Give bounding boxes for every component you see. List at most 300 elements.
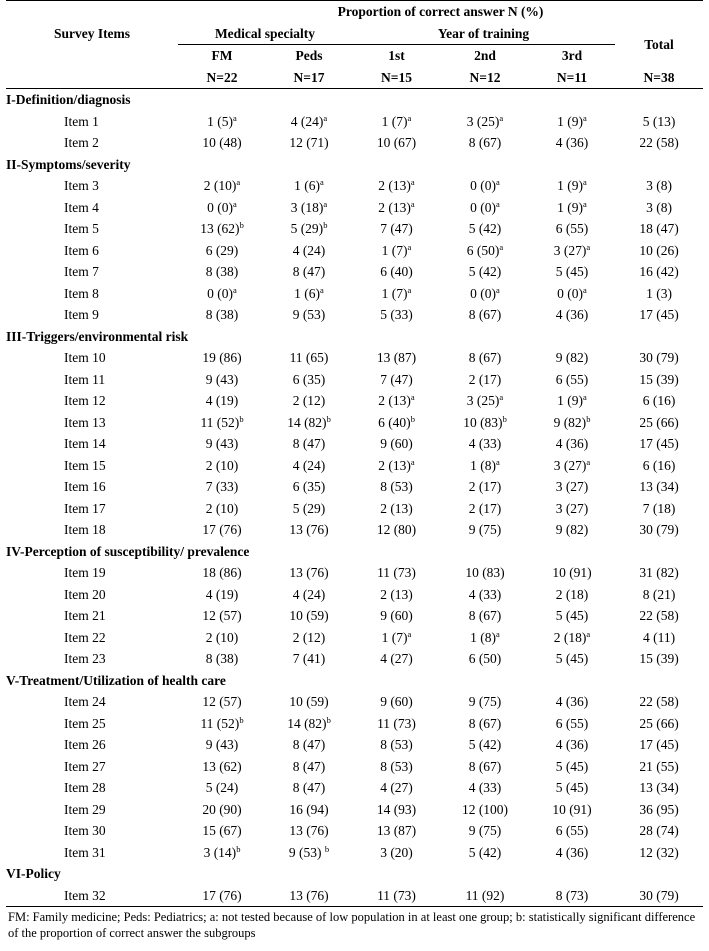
table-row xyxy=(6,562,703,584)
cell-value: 3 (20) xyxy=(380,844,413,860)
table-cell xyxy=(615,283,703,305)
cell-value: 9 (60) xyxy=(380,608,413,623)
cell-value: 2 (10) xyxy=(203,178,237,193)
table-cell xyxy=(441,842,529,864)
table-cell xyxy=(441,691,529,713)
footnote-marker: a xyxy=(233,112,237,123)
footnote-marker: a xyxy=(233,198,237,209)
table-cell xyxy=(529,283,615,305)
cell-value: 0 (0) xyxy=(470,178,497,193)
footnote-marker: a xyxy=(496,177,500,187)
cell-value: 9 (43) xyxy=(205,737,239,752)
table-cell xyxy=(441,605,529,627)
cell-value: 15 (67) xyxy=(202,823,242,838)
cell-value: 4 (24) xyxy=(290,113,324,129)
table-cell xyxy=(529,820,615,842)
section-row xyxy=(6,541,703,563)
table-cell xyxy=(178,240,266,262)
table-cell xyxy=(529,562,615,584)
footnote-marker: a xyxy=(586,628,591,639)
cell-value: 25 (66) xyxy=(639,414,679,430)
table-cell xyxy=(441,390,529,412)
cell-value: 4 (36) xyxy=(555,737,589,752)
cell-value: 9 (53) xyxy=(292,307,326,322)
table-cell xyxy=(178,304,266,326)
col-fm-header: FM xyxy=(211,48,233,63)
table-cell xyxy=(529,691,615,713)
item-label: Item 11 xyxy=(64,371,106,387)
table-cell xyxy=(441,455,529,477)
table-cell xyxy=(615,562,703,584)
cell-value: 30 (79) xyxy=(639,350,679,365)
table-cell xyxy=(529,390,615,412)
cell-value: 13 (76) xyxy=(289,887,329,903)
table-cell xyxy=(441,476,529,498)
table-cell xyxy=(352,777,441,799)
cell-value: 4 (11) xyxy=(642,629,676,645)
item-label: Item 24 xyxy=(64,694,106,709)
footnote-marker: a xyxy=(410,198,415,209)
table-cell xyxy=(615,584,703,606)
table-cell xyxy=(266,519,352,541)
table-cell xyxy=(615,691,703,713)
cell-value: 11 (52) xyxy=(200,715,240,731)
footnote-marker: b xyxy=(410,413,415,424)
cell-value: 13 (76) xyxy=(289,565,329,580)
cell-value: 12 (57) xyxy=(202,694,242,709)
item-label: Item 30 xyxy=(64,823,106,838)
table-row xyxy=(6,283,703,305)
item-label: Item 18 xyxy=(64,522,106,537)
cell-value: 6 (55) xyxy=(555,823,589,838)
cell-value: 16 (42) xyxy=(639,264,679,279)
cell-value: 28 (74) xyxy=(639,823,679,838)
cell-value: 1 (9) xyxy=(557,113,584,129)
table-cell xyxy=(352,197,441,219)
table-row xyxy=(6,885,703,907)
table-cell xyxy=(441,777,529,799)
table-cell xyxy=(441,498,529,520)
cell-value: 2 (12) xyxy=(292,629,326,645)
total-header: Total xyxy=(644,36,674,52)
cell-value: 2 (18) xyxy=(555,586,589,602)
table-row xyxy=(6,304,703,326)
item-label: Item 8 xyxy=(64,285,99,301)
item-label: Item 7 xyxy=(64,264,99,279)
cell-value: 2 (10) xyxy=(205,457,239,473)
table-cell xyxy=(266,820,352,842)
cell-value: 4 (24) xyxy=(292,586,326,602)
footnote-marker: b xyxy=(326,714,331,725)
cell-value: 30 (79) xyxy=(639,522,679,537)
survey-items-header: Survey Items xyxy=(6,1,178,67)
table-cell xyxy=(352,584,441,606)
table-cell xyxy=(615,390,703,412)
table-cell xyxy=(441,132,529,154)
footnote-marker: b xyxy=(323,220,328,230)
table-row xyxy=(6,175,703,197)
cell-value: 2 (13) xyxy=(380,586,413,602)
table-cell xyxy=(529,347,615,369)
table-cell xyxy=(178,842,266,864)
cell-value: 19 (86) xyxy=(202,350,242,365)
table-cell xyxy=(615,842,703,864)
footnote-marker: b xyxy=(239,220,244,230)
footnote-marker: a xyxy=(407,112,412,123)
table-cell xyxy=(529,240,615,262)
results-table xyxy=(6,0,703,907)
cell-value: 1 (7) xyxy=(381,285,408,301)
table-cell xyxy=(529,218,615,240)
cell-value: 22 (58) xyxy=(639,135,679,150)
cell-value: 9 (60) xyxy=(380,694,413,709)
col-peds-n: N=17 xyxy=(266,67,352,89)
table-cell xyxy=(615,412,703,434)
cell-value: 2 (18) xyxy=(553,629,587,645)
table-cell xyxy=(441,820,529,842)
cell-value: 9 (75) xyxy=(468,694,502,709)
cell-value: 10 (67) xyxy=(376,135,417,150)
cell-value: 6 (40) xyxy=(380,264,413,279)
table-cell xyxy=(178,476,266,498)
item-label: Item 16 xyxy=(64,479,106,494)
cell-value: 13 (34) xyxy=(639,479,679,494)
table-row xyxy=(6,713,703,735)
cell-value: 8 (53) xyxy=(380,479,413,494)
cell-value: 15 (39) xyxy=(639,651,679,666)
cell-value: 12 (80) xyxy=(376,522,417,537)
cell-value: 6 (55) xyxy=(555,715,589,731)
footnote-marker: a xyxy=(320,177,324,187)
footnote-marker: a xyxy=(323,112,328,123)
cell-value: 9 (43) xyxy=(205,371,239,387)
table-cell xyxy=(178,799,266,821)
cell-value: 13 (76) xyxy=(289,522,329,537)
table-row xyxy=(6,627,703,649)
table-cell xyxy=(529,111,615,133)
cell-value: 1 (8) xyxy=(470,629,497,645)
cell-value: 1 (7) xyxy=(381,629,408,645)
cell-value: 10 (83) xyxy=(463,414,503,430)
table-row xyxy=(6,240,703,262)
cell-value: 4 (33) xyxy=(468,780,502,795)
cell-value: 9 (82) xyxy=(555,522,589,537)
table-cell xyxy=(266,799,352,821)
cell-value: 8 (67) xyxy=(468,608,502,623)
table-cell xyxy=(266,777,352,799)
table-cell xyxy=(441,519,529,541)
cell-value: 13 (76) xyxy=(289,823,329,838)
table-cell xyxy=(178,218,266,240)
item-label: Item 4 xyxy=(64,199,99,215)
cell-value: 2 (13) xyxy=(378,199,411,215)
table-row xyxy=(6,820,703,842)
table-cell xyxy=(615,304,703,326)
table-cell xyxy=(441,713,529,735)
cell-value: 8 (38) xyxy=(205,264,239,279)
table-cell xyxy=(441,562,529,584)
cell-value: 13 (62) xyxy=(200,221,240,236)
footnote-marker: b xyxy=(239,413,244,424)
cell-value: 7 (33) xyxy=(205,479,239,494)
table-cell xyxy=(266,627,352,649)
cell-value: 9 (82) xyxy=(555,350,589,365)
cell-value: 3 (8) xyxy=(646,199,672,215)
item-label: Item 19 xyxy=(64,565,106,580)
cell-value: 17 (45) xyxy=(639,737,679,752)
cell-value: 12 (32) xyxy=(639,844,679,860)
cell-value: 8 (47) xyxy=(292,436,326,451)
table-cell xyxy=(266,132,352,154)
table-cell xyxy=(178,369,266,391)
table-row xyxy=(6,648,703,670)
table-row xyxy=(6,799,703,821)
table-row xyxy=(6,519,703,541)
table-cell xyxy=(266,584,352,606)
footnote-marker: a xyxy=(407,284,412,295)
table-row xyxy=(6,842,703,864)
cell-value: 11 (52) xyxy=(200,414,240,430)
cell-value: 7 (47) xyxy=(380,371,413,387)
cell-value: 17 (45) xyxy=(639,307,679,322)
cell-value: 22 (58) xyxy=(639,608,679,623)
cell-value: 6 (16) xyxy=(642,457,676,473)
cell-value: 0 (0) xyxy=(470,285,497,301)
table-cell xyxy=(178,132,266,154)
cell-value: 1 (7) xyxy=(381,113,408,129)
cell-value: 6 (50) xyxy=(466,242,500,258)
col-3rd-header: 3rd xyxy=(561,48,583,63)
table-row xyxy=(6,369,703,391)
item-label: Item 22 xyxy=(64,629,106,645)
cell-value: 16 (94) xyxy=(289,801,329,817)
cell-value: 12 (71) xyxy=(289,135,329,150)
footnote-marker: a xyxy=(496,198,500,209)
cell-value: 2 (13) xyxy=(378,457,411,473)
cell-value: 5 (42) xyxy=(468,264,502,279)
cell-value: 8 (67) xyxy=(468,350,502,365)
table-cell xyxy=(615,777,703,799)
cell-value: 9 (53) xyxy=(288,844,325,860)
footnote-marker: a xyxy=(586,456,591,467)
table-cell xyxy=(441,240,529,262)
item-label: Item 26 xyxy=(64,737,106,752)
table-cell xyxy=(352,175,441,197)
cell-value: 9 (43) xyxy=(205,436,239,451)
cell-value: 11 (73) xyxy=(377,565,416,580)
table-cell xyxy=(441,756,529,778)
cell-value: 7 (47) xyxy=(380,221,413,236)
cell-value: 20 (90) xyxy=(202,801,242,817)
table-cell xyxy=(266,455,352,477)
table-row xyxy=(6,777,703,799)
cell-value: 5 (45) xyxy=(555,264,589,279)
item-label: Item 12 xyxy=(64,393,106,408)
table-cell xyxy=(178,498,266,520)
table-cell xyxy=(352,519,441,541)
table-cell xyxy=(352,283,441,305)
cell-value: 31 (82) xyxy=(639,565,679,580)
cell-value: 2 (13) xyxy=(380,500,413,516)
cell-value: 1 (3) xyxy=(646,285,672,301)
cell-value: 7 (41) xyxy=(292,651,326,666)
table-cell xyxy=(178,111,266,133)
cell-value: 0 (0) xyxy=(470,199,497,215)
cell-value: 8 (47) xyxy=(292,758,326,774)
table-cell xyxy=(615,433,703,455)
cell-value: 9 (82) xyxy=(553,414,587,430)
cell-value: 3 (27) xyxy=(555,500,589,516)
cell-value: 4 (33) xyxy=(468,586,502,602)
cell-value: 8 (73) xyxy=(555,887,589,903)
cell-value: 10 (48) xyxy=(202,135,242,150)
table-cell xyxy=(441,648,529,670)
table-cell xyxy=(352,799,441,821)
item-label: Item 15 xyxy=(64,457,106,473)
table-cell xyxy=(615,218,703,240)
table-row xyxy=(6,756,703,778)
footnote-marker: a xyxy=(410,392,415,402)
table-cell xyxy=(615,175,703,197)
cell-value: 11 (92) xyxy=(465,887,505,903)
footnote: FM: Family medicine; Peds: Pediatrics; a: not tested because of low population in at least one group; b: statistically significant difference of the proportion of correct answer the subgroups xyxy=(8,910,696,940)
footnote-marker: a xyxy=(583,177,587,187)
table-row xyxy=(6,132,703,154)
cell-value: 6 (55) xyxy=(555,221,589,236)
table-cell xyxy=(529,648,615,670)
table-cell xyxy=(352,648,441,670)
table-row xyxy=(6,218,703,240)
cell-value: 0 (0) xyxy=(207,285,234,301)
table-cell xyxy=(266,218,352,240)
proportion-header: Proportion of correct answer N (%) xyxy=(178,1,703,23)
table-cell xyxy=(266,713,352,735)
col-3rd-n: N=11 xyxy=(529,67,615,89)
item-label: Item 25 xyxy=(64,715,106,731)
table-cell xyxy=(441,799,529,821)
table-row xyxy=(6,584,703,606)
table-row xyxy=(6,433,703,455)
cell-value: 17 (76) xyxy=(202,522,242,537)
cell-value: 8 (38) xyxy=(205,651,239,666)
table-row xyxy=(6,498,703,520)
table-cell xyxy=(266,433,352,455)
cell-value: 5 (42) xyxy=(468,221,502,236)
cell-value: 17 (76) xyxy=(202,887,242,903)
cell-value: 5 (13) xyxy=(642,113,676,129)
footnote-marker: b xyxy=(239,714,244,725)
cell-value: 1 (6) xyxy=(294,178,321,193)
table-cell xyxy=(441,283,529,305)
cell-value: 5 (33) xyxy=(380,307,413,322)
table-cell xyxy=(352,412,441,434)
cell-value: 11 (73) xyxy=(377,887,416,903)
cell-value: 17 (45) xyxy=(639,436,679,451)
cell-value: 6 (35) xyxy=(292,479,326,494)
cell-value: 1 (6) xyxy=(294,285,321,301)
col-fm-n: N=22 xyxy=(178,67,266,89)
table-row xyxy=(6,605,703,627)
table-cell xyxy=(178,691,266,713)
table-cell xyxy=(178,713,266,735)
cell-value: 4 (27) xyxy=(380,651,413,666)
table-cell xyxy=(529,476,615,498)
table-cell xyxy=(266,283,352,305)
footnote-marker: b xyxy=(502,413,507,424)
table-cell xyxy=(615,734,703,756)
table-cell xyxy=(266,562,352,584)
footnote-marker: a xyxy=(583,198,587,209)
table-cell xyxy=(615,476,703,498)
cell-value: 6 (35) xyxy=(292,371,326,387)
cell-value: 6 (40) xyxy=(378,414,411,430)
item-label: Item 17 xyxy=(64,500,106,516)
item-label: Item 13 xyxy=(64,414,106,430)
cell-value: 9 (60) xyxy=(380,436,413,451)
table-cell xyxy=(352,476,441,498)
cell-value: 4 (36) xyxy=(555,694,589,709)
table-cell xyxy=(441,111,529,133)
cell-value: 8 (67) xyxy=(468,307,502,322)
cell-value: 0 (0) xyxy=(207,199,234,215)
table-cell xyxy=(178,175,266,197)
cell-value: 1 (7) xyxy=(381,242,408,258)
table-cell xyxy=(529,261,615,283)
cell-value: 1 (9) xyxy=(557,199,584,215)
table-cell xyxy=(529,197,615,219)
cell-value: 2 (10) xyxy=(205,500,239,516)
table-row xyxy=(6,476,703,498)
item-label: Item 29 xyxy=(64,801,106,817)
col-2nd-n: N=12 xyxy=(441,67,529,89)
cell-value: 4 (36) xyxy=(555,436,589,451)
cell-value: 1 (8) xyxy=(470,457,497,473)
cell-value: 5 (29) xyxy=(292,500,326,516)
cell-value: 0 (0) xyxy=(557,285,584,301)
table-row xyxy=(6,347,703,369)
table-cell xyxy=(352,562,441,584)
cell-value: 4 (36) xyxy=(555,307,589,322)
cell-value: 6 (29) xyxy=(205,242,239,258)
table-cell xyxy=(266,347,352,369)
cell-value: 15 (39) xyxy=(639,371,679,387)
table-cell xyxy=(178,519,266,541)
table-cell xyxy=(615,799,703,821)
year-of-training-header: Year of training xyxy=(352,23,615,45)
table-cell xyxy=(266,605,352,627)
cell-value: 2 (17) xyxy=(468,479,502,494)
table-cell xyxy=(266,756,352,778)
section-row xyxy=(6,326,703,348)
cell-value: 10 (91) xyxy=(552,801,592,817)
table-cell xyxy=(266,885,352,907)
table-cell xyxy=(266,175,352,197)
table-cell xyxy=(529,412,615,434)
table-cell xyxy=(441,218,529,240)
table-cell xyxy=(266,476,352,498)
table-cell xyxy=(615,713,703,735)
table-cell xyxy=(178,885,266,907)
footnote-marker: b xyxy=(236,843,241,854)
footnote-marker: a xyxy=(583,392,587,402)
table-cell xyxy=(178,261,266,283)
footnote-marker: a xyxy=(407,241,412,252)
table-cell xyxy=(178,455,266,477)
cell-value: 6 (16) xyxy=(642,393,676,408)
table-body xyxy=(6,89,703,907)
section-row xyxy=(6,89,703,111)
cell-value: 5 (42) xyxy=(468,737,502,752)
